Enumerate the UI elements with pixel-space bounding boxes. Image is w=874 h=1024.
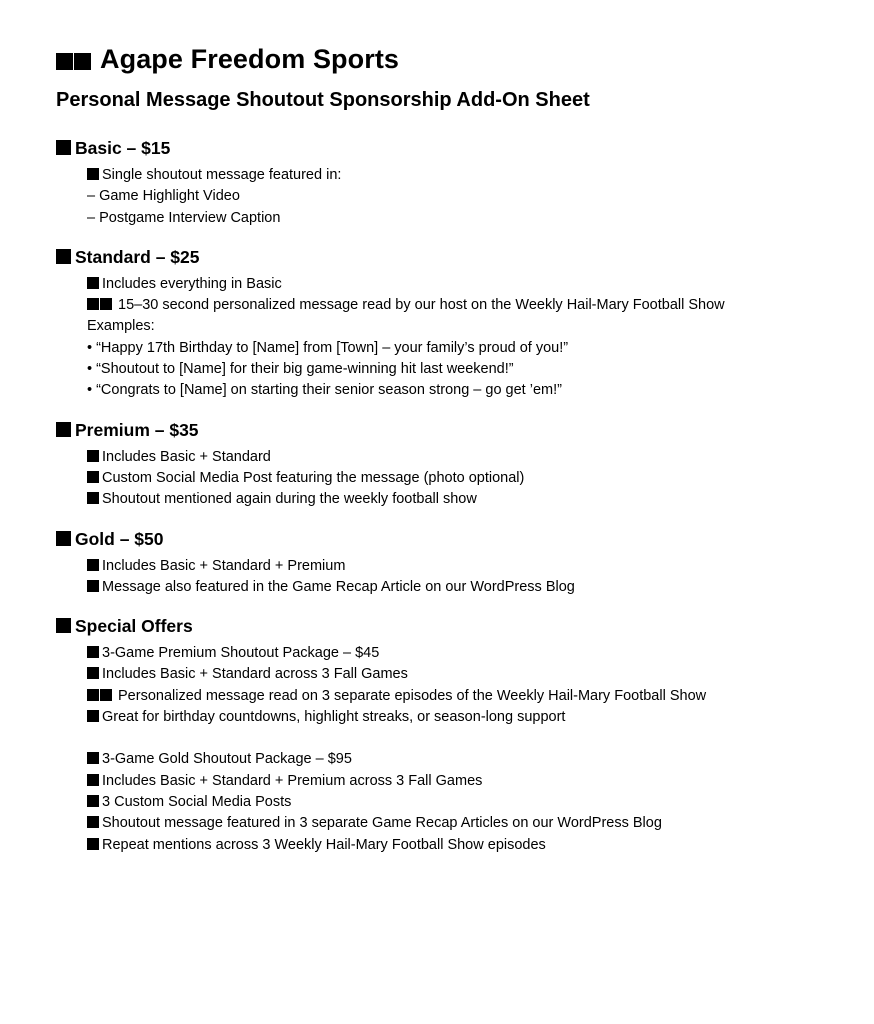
list-item-text: Shoutout mentioned again during the weekly football show [102,491,477,508]
square-bullet-icon [56,53,73,70]
section-basic [56,134,836,229]
item-list [56,274,836,402]
list-item [87,338,836,359]
list-item-text: Repeat mentions across 3 Weekly Hail-Mary Football Show episodes [102,836,546,853]
square-bullet-icon [87,471,99,483]
section-heading [56,612,836,640]
square-bullet-icon [87,580,99,592]
list-item [87,165,836,186]
list-item [87,813,836,834]
square-bullet-icon [87,492,99,504]
list-item [87,664,836,685]
list-item-text: • “Happy 17th Birthday to [Name] from [Town] – your family’s proud of you!” [87,339,569,356]
list-item-text: Custom Social Media Post featuring the message (photo optional) [102,469,525,486]
section-heading [56,525,836,553]
list-item-text: Great for birthday countdowns, highlight streaks, or season-long support [102,709,566,726]
list-item [87,771,836,792]
list-item [87,792,836,813]
list-item [87,186,836,207]
square-bullet-icon [87,559,99,571]
title-text: Agape Freedom Sports [100,44,400,74]
square-bullet-icon [87,646,99,658]
list-item [87,749,836,770]
list-item-text: Shoutout message featured in 3 separate Game Recap Articles on our WordPress Blog [102,815,662,832]
section-premium [56,416,836,511]
list-item-text: Examples: [87,318,155,335]
list-item [87,489,836,510]
section-standard [56,243,836,402]
section-special [56,612,836,856]
document-title [56,40,836,78]
list-item-text: Single shoutout message featured in: [102,167,342,183]
item-list [56,447,836,511]
square-bullet-icon [100,689,112,701]
section-heading [56,243,836,271]
list-item [87,686,836,707]
section-heading-text: Basic – $15 [75,138,171,158]
list-item [87,447,836,468]
section-heading [56,134,836,162]
list-item-text: • “Shoutout to [Name] for their big game-winning hit last weekend!” [87,361,514,378]
square-bullet-icon [87,710,99,722]
square-bullet-icon [87,774,99,786]
square-bullet-icon [100,298,112,310]
list-item [87,643,836,664]
square-bullet-icon [87,838,99,850]
list-item-text: – Game Highlight Video [87,188,240,205]
item-list [56,556,836,599]
section-heading-text: Gold – $50 [75,528,164,549]
list-item-text: Includes Basic + Standard across 3 Fall Games [102,666,408,683]
document-page [56,40,836,856]
list-item-text: • “Congrats to [Name] on starting their senior season strong – go get ’em!” [87,382,562,399]
square-bullet-icon [87,277,99,289]
list-item-text: 3 Custom Social Media Posts [102,793,292,810]
list-item [87,316,836,337]
square-bullet-icon [87,450,99,462]
document-subtitle: Personal Message Shoutout Sponsorship Add-On Sheet [56,89,590,111]
section-heading-text: Standard – $25 [75,246,200,267]
square-bullet-icon [87,689,99,701]
square-bullet-icon [56,140,71,155]
sections-container [56,134,836,856]
section-heading [56,416,836,444]
square-bullet-icon [87,752,99,764]
square-bullet-icon [87,667,99,679]
list-item-text: – Postgame Interview Caption [87,209,281,226]
list-item-text: Message also featured in the Game Recap Article on our WordPress Blog [102,578,575,595]
list-item-text: 15–30 second personalized message read by our host on the Weekly Hail-Mary Football Show [118,297,725,314]
list-item-text: 3-Game Premium Shoutout Package – $45 [102,645,380,662]
list-item [87,380,836,401]
square-bullet-icon [87,298,99,310]
list-item [87,835,836,856]
list-item [87,577,836,598]
square-bullet-icon [56,531,71,546]
square-bullet-icon [74,53,91,70]
item-list [56,643,836,856]
square-bullet-icon [87,795,99,807]
list-item [87,707,836,728]
square-bullet-icon [87,168,99,180]
section-gold [56,525,836,599]
list-item [87,208,836,229]
list-item [87,274,836,295]
item-list [56,165,836,229]
spacer [87,728,836,749]
list-item-text: 3-Game Gold Shoutout Package – $95 [102,751,352,768]
list-item [87,295,836,316]
square-bullet-icon [56,249,71,264]
list-item [87,359,836,380]
list-item-text: Includes Basic + Standard + Premium across 3 Fall Games [102,772,483,789]
list-item [87,556,836,577]
list-item-text: Includes Basic + Standard + Premium [102,557,346,574]
list-item-text: Includes everything in Basic [102,275,282,292]
square-bullet-icon [87,816,99,828]
square-bullet-icon [56,618,71,633]
list-item [87,468,836,489]
square-bullet-icon [56,422,71,437]
list-item-text: Includes Basic + Standard [102,448,271,465]
section-heading-text: Special Offers [75,616,193,637]
section-heading-text: Premium – $35 [75,419,199,440]
list-item-text: Personalized message read on 3 separate episodes of the Weekly Hail-Mary Football Show [118,687,707,704]
